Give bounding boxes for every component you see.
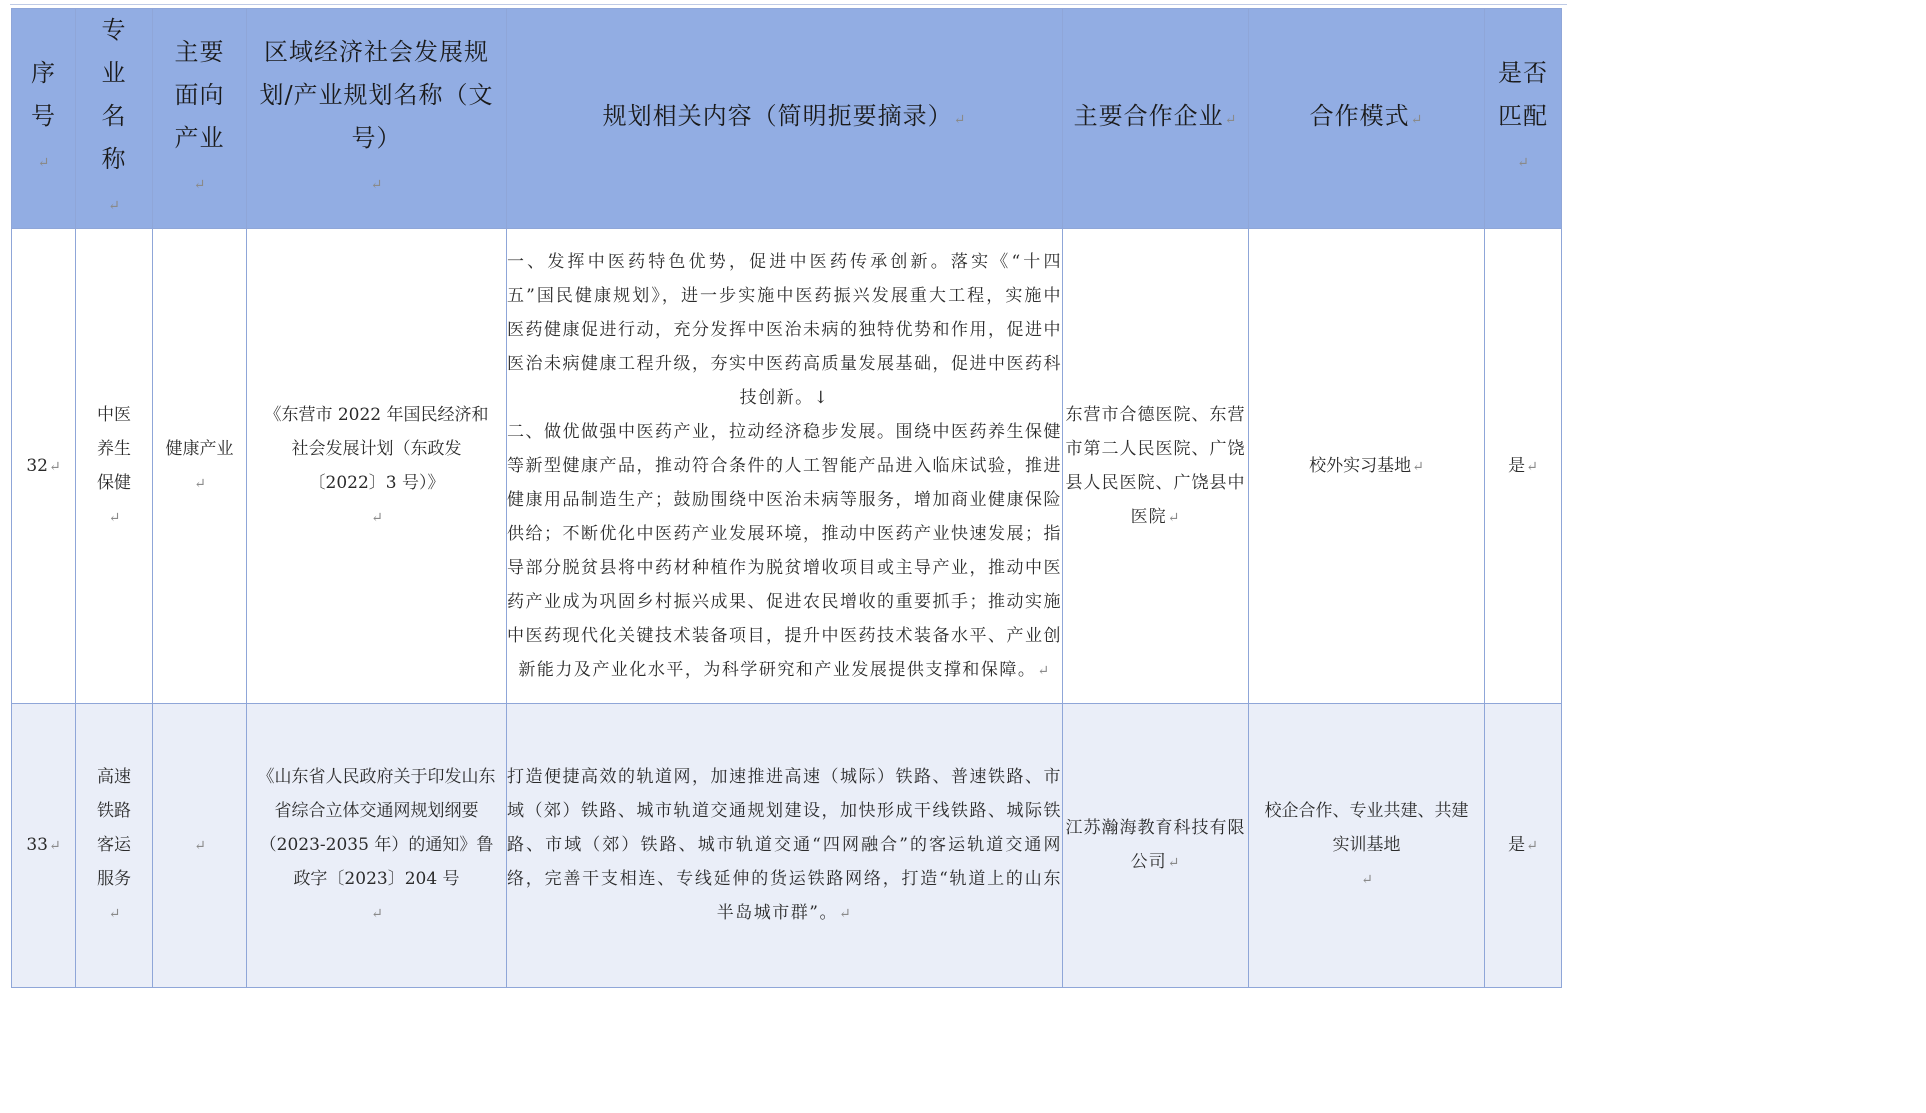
header-enterprise (1063, 9, 1249, 229)
cell-match (1485, 704, 1562, 988)
header-plan-content (507, 9, 1063, 229)
major-value: 高速铁路客运服务 (97, 767, 131, 889)
return-mark-icon: ↵ (48, 458, 61, 475)
cell-major (76, 229, 153, 704)
plan-content-text: 打造便捷高效的轨道网，加速推进高速（城际）铁路、普速铁路、市域（郊）铁路、城市轨道交通规划建设，加快形成干线铁路、城际铁路、市域（郊）铁路、城市轨道交通“四网融合”的客运轨道交通网络，完善干支相连、专线延伸的货运铁路网络，打造“轨道上的山东半岛城市群”。 (507, 767, 1062, 923)
return-mark-icon: ↵ (371, 509, 383, 526)
planning-table (11, 8, 1562, 988)
top-border-line (10, 4, 1567, 5)
cell-match (1485, 229, 1562, 704)
return-mark-icon: ↵ (108, 198, 121, 214)
plan-content-paragraph: 一、发挥中医药特色优势，促进中医药传承创新。落实《“十四五”国民健康规划》，进一步实施中医药振兴发展重大工程，实施中医药健康促进行动，充分发挥中医治未病的独特优势和作用，促进中医治未病健康工程升级，夯实中医药高质量发展基础，促进中医药科技创新。↓ (507, 251, 1062, 408)
header-plan-content-label: 规划相关内容（简明扼要摘录） (602, 102, 953, 130)
header-plan-name-label: 区域经济社会发展规划/产业规划名称（文号） (259, 37, 494, 152)
header-seq-label: 序号 (31, 59, 56, 130)
return-mark-icon: ↵ (838, 906, 853, 922)
cell-industry (153, 704, 247, 988)
cell-plan-content (507, 704, 1063, 988)
industry-value: 健康产业 (165, 438, 234, 459)
return-mark-icon: ↵ (37, 155, 51, 171)
header-enterprise-label: 主要合作企业 (1073, 102, 1224, 130)
header-industry (153, 9, 247, 229)
return-mark-icon: ↵ (1224, 112, 1238, 128)
cell-enterprise (1063, 229, 1249, 704)
cell-industry (153, 229, 247, 704)
header-major-label: 专业名称 (101, 16, 127, 173)
return-mark-icon: ↵ (1167, 509, 1181, 526)
return-mark-icon: ↵ (953, 112, 967, 128)
plan-name-value: 《东营市 2022 年国民经济和社会发展计划（东政发〔2022〕3 号）》 (264, 404, 489, 493)
enterprise-value: 江苏瀚海教育科技有限公司 (1065, 818, 1246, 872)
header-match (1485, 9, 1562, 229)
return-mark-icon: ↵ (194, 838, 206, 854)
return-mark-icon: ↵ (193, 176, 207, 193)
table-row (12, 229, 1562, 704)
cell-seq (12, 704, 76, 988)
header-mode (1249, 9, 1485, 229)
table-row (12, 704, 1562, 988)
mode-value: 校企合作、专业共建、共建实训基地 (1264, 801, 1469, 855)
return-mark-icon: ↵ (1410, 112, 1424, 128)
major-value: 中医养生保健 (97, 404, 131, 493)
plan-content-text: 二、做优做强中医药产业，拉动经济稳步发展。围绕中医药养生保健等新型健康产品，推动符合条件的人工智能产品进入临床试验，推进健康用品制造生产；鼓励围绕中医治未病等服务，增加商业健康保险供给；不断优化中医药产业发展环境，推动中医药产业快速发展；指导部分脱贫县将中药材种植作为脱贫增收项目或主导产业，推动中医药产业成为巩固乡村振兴成果、促进农民增收的重要抓手；推动实施中医药现代化关键技术装备项目，提升中医药技术装备水平、产业创新能力及产业化水平，为科学研究和产业发展提供支撑和保障。 (507, 421, 1062, 680)
return-mark-icon: ↵ (1037, 662, 1051, 679)
return-mark-icon: ↵ (1167, 855, 1181, 871)
header-row (12, 9, 1562, 229)
header-seq (12, 9, 76, 229)
cell-enterprise (1063, 704, 1249, 988)
return-mark-icon: ↵ (194, 475, 206, 492)
return-mark-icon: ↵ (1517, 155, 1530, 171)
mode-value: 校外实习基地 (1309, 455, 1412, 476)
enterprise-value: 东营市合德医院、东营市第二人民医院、广饶县人民医院、广饶县中医院 (1065, 404, 1246, 527)
return-mark-icon: ↵ (1526, 458, 1538, 475)
cell-mode (1249, 229, 1485, 704)
header-plan-name (247, 9, 507, 229)
return-mark-icon: ↵ (1412, 458, 1424, 475)
cell-plan-name (247, 704, 507, 988)
header-major (76, 9, 153, 229)
match-value: 是 (1508, 835, 1526, 855)
match-value: 是 (1508, 455, 1526, 476)
cell-mode (1249, 704, 1485, 988)
cell-plan-content (507, 229, 1063, 704)
seq-value: 32 (26, 455, 48, 476)
plan-content-paragraph (507, 760, 1062, 931)
plan-name-value: 《山东省人民政府关于印发山东省综合立体交通网规划纲要（2023-2035 年）的通知》鲁政字〔2023〕204 号 (257, 767, 496, 889)
return-mark-icon: ↵ (48, 838, 61, 854)
seq-value: 33 (26, 835, 48, 855)
cell-plan-name (247, 229, 507, 704)
return-mark-icon: ↵ (370, 176, 384, 193)
cell-seq (12, 229, 76, 704)
plan-content-paragraph (507, 415, 1062, 688)
return-mark-icon: ↵ (108, 509, 121, 526)
header-match-label: 是否匹配 (1498, 59, 1548, 130)
header-industry-label: 主要面向产业 (174, 37, 225, 152)
header-mode-label: 合作模式 (1309, 102, 1410, 130)
cell-major (76, 704, 153, 988)
return-mark-icon: ↵ (1361, 872, 1373, 888)
return-mark-icon: ↵ (1526, 838, 1538, 854)
return-mark-icon: ↵ (108, 906, 121, 922)
return-mark-icon: ↵ (371, 906, 383, 922)
